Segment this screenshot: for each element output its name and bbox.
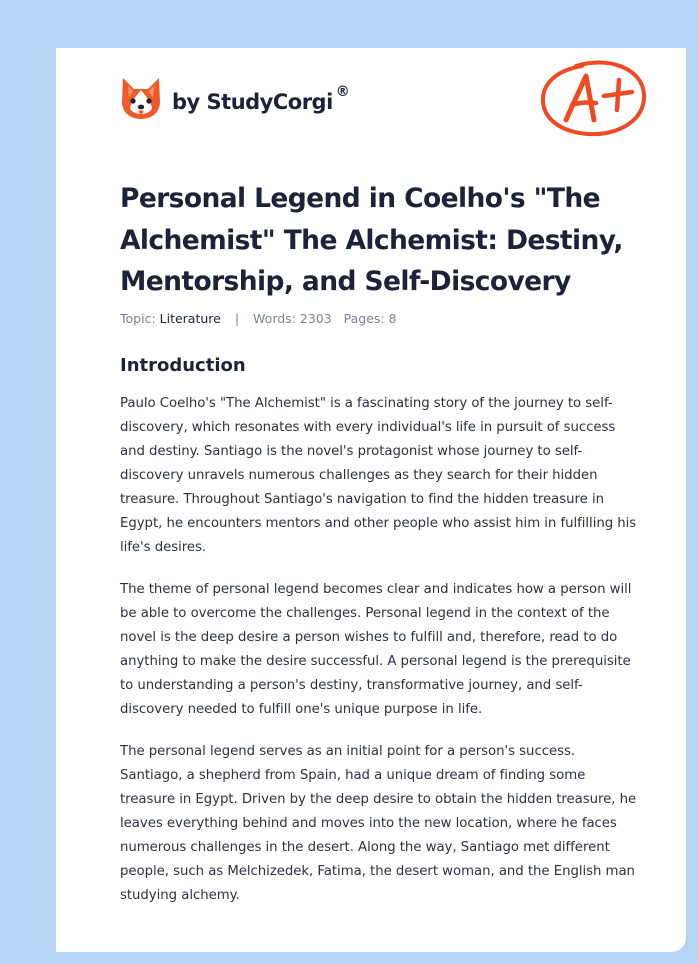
section-heading-introduction: Introduction <box>120 355 246 376</box>
pages-label: Pages: <box>343 311 385 326</box>
topic-link[interactable]: Literature <box>159 311 221 326</box>
document-meta <box>120 311 640 326</box>
meta-separator: | <box>234 311 240 326</box>
registered-mark: ® <box>335 84 350 100</box>
words-count: 2303 <box>299 311 332 326</box>
words-label: Words: <box>253 311 296 326</box>
corgi-logo-icon <box>120 76 162 120</box>
topic-label: Topic: <box>120 311 156 326</box>
paragraph: The personal legend serves as an initial point for a person's success. Santiago, a shepherd from Spain, had a unique dream of finding some treasure in Egypt. Driven by the deep desire to obtain the hidden treasure, he leaves everything behind and moves into the new location, where he faces numerous challenges in the desert. Along the way, Santiago met different people, such as Melchizedek, Fatima, the desert woman, and the English man studying alchemy. <box>120 744 637 903</box>
document-title: Personal Legend in Coelho's "The Alchemist" The Alchemist: Destiny, Mentorship, and Self-Discovery <box>120 183 623 297</box>
paragraph: Paulo Coelho's "The Alchemist" is a fascinating story of the journey to self-discovery, which resonates with every individual's life in pursuit of success and destiny. Santiago is the novel's protagonist whose journey to self-discovery unravels numerous challenges as they search for their hidden treasure. Throughout Santiago's navigation to find the hidden treasure in Egypt, he encounters mentors and other people who assist him in fulfilling his life's desires. <box>120 396 637 555</box>
a-plus-grade-badge <box>538 58 650 140</box>
document-page <box>56 48 686 952</box>
brand-name: by StudyCorgi ® <box>172 84 350 114</box>
brand-header[interactable] <box>120 76 349 120</box>
paragraph: The theme of personal legend becomes clear and indicates how a person will be able to overcome the challenges. Personal legend in the context of the novel is the deep desire a person wishes to fulfill and, therefore, read to do anything to make the desire successful. A personal legend is the prerequisite to understanding a person's destiny, transformative journey, and self-discovery needed to fulfill one's unique purpose in life. <box>120 582 632 717</box>
pages-count: 8 <box>388 311 397 326</box>
